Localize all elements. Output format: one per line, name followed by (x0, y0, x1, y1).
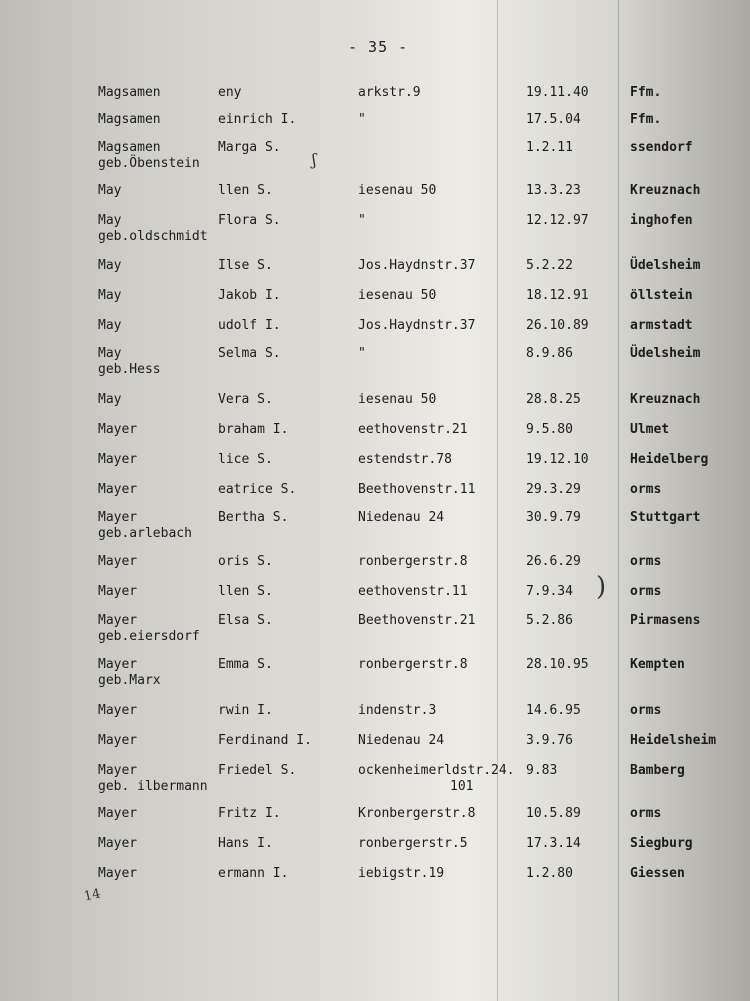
maiden-name-cell: geb.eiersdorf (98, 629, 200, 644)
register-row (0, 657, 750, 697)
address-cell: " (358, 112, 366, 127)
maiden-name-cell: geb.Öbenstein (98, 156, 200, 171)
pen-mark: ʃ (312, 150, 317, 169)
birthplace-cell: orms (630, 482, 662, 497)
given-name-cell: oris S. (218, 554, 273, 569)
surname-cell: Mayer (98, 836, 138, 851)
address-cell: iebigstr.19 (358, 866, 445, 881)
birthplace-cell: orms (630, 806, 662, 821)
given-name-cell: braham I. (218, 422, 289, 437)
surname-cell: May (98, 318, 122, 333)
address-cell: iesenau 50 (358, 288, 437, 303)
birthplace-cell: Kreuznach (630, 392, 701, 407)
birth-date-cell: 30.9.79 (526, 510, 581, 525)
given-name-cell: Emma S. (218, 657, 273, 672)
surname-cell: May (98, 183, 122, 198)
given-name-cell: Ferdinand I. (218, 733, 312, 748)
surname-cell: May (98, 288, 122, 303)
surname-cell: Mayer (98, 866, 138, 881)
maiden-name-cell: geb.Hess (98, 362, 161, 377)
address-cell: ronbergerstr.8 (358, 657, 468, 672)
given-name-cell: Elsa S. (218, 613, 273, 628)
address-cell: eethovenstr.11 (358, 584, 468, 599)
address-cell: ronbergerstr.8 (358, 554, 468, 569)
birthplace-cell: inghofen (630, 213, 693, 228)
address-continuation: 101 (450, 779, 474, 794)
birthplace-cell: Ffm. (630, 85, 662, 100)
birthplace-cell: Üdelsheim (630, 258, 701, 273)
birthplace-cell: Giessen (630, 866, 685, 881)
birth-date-cell: 29.3.29 (526, 482, 581, 497)
maiden-name-cell: geb.oldschmidt (98, 229, 208, 244)
given-name-cell: Selma S. (218, 346, 281, 361)
surname-cell: Mayer (98, 657, 138, 672)
register-row (0, 346, 750, 386)
maiden-name-cell: geb.Marx (98, 673, 161, 688)
given-name-cell: Vera S. (218, 392, 273, 407)
birth-date-cell: 19.11.40 (526, 85, 589, 100)
birth-date-cell: 9.5.80 (526, 422, 573, 437)
birth-date-cell: 3.9.76 (526, 733, 573, 748)
surname-cell: May (98, 213, 122, 228)
given-name-cell: Flora S. (218, 213, 281, 228)
birthplace-cell: Bamberg (630, 763, 685, 778)
address-cell: " (358, 346, 366, 361)
birth-date-cell: 17.5.04 (526, 112, 581, 127)
surname-cell: Magsamen (98, 85, 161, 100)
given-name-cell: llen S. (218, 183, 273, 198)
address-cell: Beethovenstr.21 (358, 613, 476, 628)
surname-cell: Mayer (98, 482, 138, 497)
birth-date-cell: 5.2.22 (526, 258, 573, 273)
birth-date-cell: 1.2.80 (526, 866, 573, 881)
given-name-cell: Bertha S. (218, 510, 289, 525)
address-cell: Jos.Haydnstr.37 (358, 258, 476, 273)
birth-date-cell: 5.2.86 (526, 613, 573, 628)
maiden-name-cell: geb. ilbermann (98, 779, 208, 794)
birthplace-cell: Kreuznach (630, 183, 701, 198)
birthplace-cell: öllstein (630, 288, 693, 303)
address-cell: iesenau 50 (358, 392, 437, 407)
birth-date-cell: 28.10.95 (526, 657, 589, 672)
given-name-cell: ermann I. (218, 866, 289, 881)
address-cell: arkstr.9 (358, 85, 421, 100)
given-name-cell: rwin I. (218, 703, 273, 718)
given-name-cell: Friedel S. (218, 763, 297, 778)
surname-cell: May (98, 258, 122, 273)
birth-date-cell: 28.8.25 (526, 392, 581, 407)
birth-date-cell: 18.12.91 (526, 288, 589, 303)
margin-note: 14 (82, 886, 102, 905)
address-cell: Niedenau 24 (358, 510, 445, 525)
surname-cell: Magsamen (98, 112, 161, 127)
address-cell: ronbergerstr.5 (358, 836, 468, 851)
maiden-name-cell: geb.arlebach (98, 526, 192, 541)
surname-cell: Mayer (98, 422, 138, 437)
birthplace-cell: Ffm. (630, 112, 662, 127)
register-row (0, 140, 750, 180)
birth-date-cell: 13.3.23 (526, 183, 581, 198)
birthplace-cell: Heidelsheim (630, 733, 717, 748)
register-row (0, 213, 750, 253)
given-name-cell: Ilse S. (218, 258, 273, 273)
birthplace-cell: ssendorf (630, 140, 693, 155)
address-cell: Beethovenstr.11 (358, 482, 476, 497)
surname-cell: Mayer (98, 733, 138, 748)
given-name-cell: eatrice S. (218, 482, 297, 497)
birth-date-cell: 8.9.86 (526, 346, 573, 361)
birth-date-cell: 14.6.95 (526, 703, 581, 718)
birthplace-cell: orms (630, 554, 662, 569)
address-cell: indenstr.3 (358, 703, 437, 718)
surname-cell: Magsamen (98, 140, 161, 155)
given-name-cell: Hans I. (218, 836, 273, 851)
birth-date-cell: 9.83 (526, 763, 558, 778)
surname-cell: Mayer (98, 452, 138, 467)
birthplace-cell: armstadt (630, 318, 693, 333)
birth-date-cell: 12.12.97 (526, 213, 589, 228)
given-name-cell: udolf I. (218, 318, 281, 333)
given-name-cell: llen S. (218, 584, 273, 599)
surname-cell: Mayer (98, 510, 138, 525)
birthplace-cell: Siegburg (630, 836, 693, 851)
birth-date-cell: 17.3.14 (526, 836, 581, 851)
register-row (0, 866, 750, 906)
birth-date-cell: 1.2.11 (526, 140, 573, 155)
address-cell: Niedenau 24 (358, 733, 445, 748)
surname-cell: Mayer (98, 806, 138, 821)
register-row (0, 763, 750, 803)
surname-cell: Mayer (98, 613, 138, 628)
address-cell: iesenau 50 (358, 183, 437, 198)
bracket-mark: ) (596, 572, 607, 602)
surname-cell: Mayer (98, 584, 138, 599)
surname-cell: Mayer (98, 763, 138, 778)
surname-cell: May (98, 346, 122, 361)
address-cell: " (358, 213, 366, 228)
given-name-cell: eny (218, 85, 242, 100)
given-name-cell: lice S. (218, 452, 273, 467)
address-cell: eethovenstr.21 (358, 422, 468, 437)
birth-date-cell: 10.5.89 (526, 806, 581, 821)
birthplace-cell: Üdelsheim (630, 346, 701, 361)
birthplace-cell: Heidelberg (630, 452, 709, 467)
given-name-cell: Fritz I. (218, 806, 281, 821)
surname-cell: Mayer (98, 703, 138, 718)
address-cell: ockenheimerldstr.24. (358, 763, 515, 778)
birthplace-cell: orms (630, 703, 662, 718)
birthplace-cell: Pirmasens (630, 613, 701, 628)
surname-cell: May (98, 392, 122, 407)
page-number: - 35 - (348, 38, 409, 56)
birth-date-cell: 19.12.10 (526, 452, 589, 467)
surname-cell: Mayer (98, 554, 138, 569)
birth-date-cell: 7.9.34 (526, 584, 573, 599)
birth-date-cell: 26.10.89 (526, 318, 589, 333)
birth-date-cell: 26.6.29 (526, 554, 581, 569)
birthplace-cell: Ulmet (630, 422, 670, 437)
register-row (0, 613, 750, 653)
address-cell: estendstr.78 (358, 452, 452, 467)
given-name-cell: Marga S. (218, 140, 281, 155)
register-row (0, 510, 750, 550)
birthplace-cell: Kempten (630, 657, 685, 672)
birthplace-cell: orms (630, 584, 662, 599)
address-cell: Kronbergerstr.8 (358, 806, 476, 821)
given-name-cell: Jakob I. (218, 288, 281, 303)
address-cell: Jos.Haydnstr.37 (358, 318, 476, 333)
birthplace-cell: Stuttgart (630, 510, 701, 525)
given-name-cell: einrich I. (218, 112, 297, 127)
